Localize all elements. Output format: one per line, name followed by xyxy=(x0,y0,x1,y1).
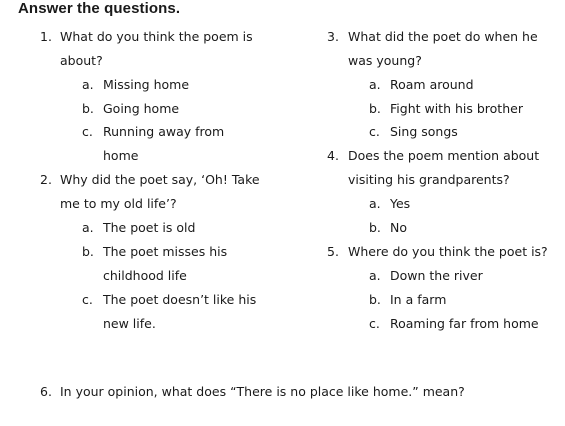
question-4-text-line-2: visiting his grandparents? xyxy=(348,172,510,187)
question-2-option-c-text-line-2: new life. xyxy=(103,316,156,331)
question-1-option-b-text: Going home xyxy=(103,101,180,116)
question-4-option-b-letter: b. xyxy=(369,220,381,235)
worksheet-heading: Answer the questions. xyxy=(18,0,181,17)
question-4-text-line-1: Does the poem mention about xyxy=(348,148,540,163)
question-1-text-line-2: about? xyxy=(60,53,103,68)
question-5-option-b-text: In a farm xyxy=(390,292,447,307)
question-5-option-c-text: Roaming far from home xyxy=(390,316,539,331)
question-2-text-line-1: Why did the poet say, ‘Oh! Take xyxy=(60,172,260,187)
question-5-text-line-1: Where do you think the poet is? xyxy=(348,244,548,259)
question-1-option-c-text-line-2: home xyxy=(103,148,139,163)
question-3-option-c-letter: c. xyxy=(369,124,380,139)
question-4-number: 4. xyxy=(327,148,339,163)
question-1-option-c-letter: c. xyxy=(82,124,93,139)
question-1-option-a-text: Missing home xyxy=(103,77,190,92)
question-3-option-a-text: Roam around xyxy=(390,77,474,92)
question-2-option-b-text-line-1: The poet misses his xyxy=(103,244,228,259)
question-2-option-c-text-line-1: The poet doesn’t like his xyxy=(103,292,257,307)
question-1-option-c-text-line-1: Running away from xyxy=(103,124,225,139)
question-5-option-c-letter: c. xyxy=(369,316,380,331)
question-2-option-a-letter: a. xyxy=(82,220,94,235)
question-3-option-b-text: Fight with his brother xyxy=(390,101,523,116)
question-4-option-a-text: Yes xyxy=(390,196,411,211)
question-3-text-line-1: What did the poet do when he xyxy=(348,29,538,44)
question-6-number: 6. xyxy=(40,384,52,399)
question-2-option-b-text-line-2: childhood life xyxy=(103,268,187,283)
question-3-number: 3. xyxy=(327,29,339,44)
question-5-option-b-letter: b. xyxy=(369,292,381,307)
question-1-number: 1. xyxy=(40,29,52,44)
question-3-text-line-2: was young? xyxy=(348,53,422,68)
question-4-option-a-letter: a. xyxy=(369,196,381,211)
question-1-option-a-letter: a. xyxy=(82,77,94,92)
question-2-number: 2. xyxy=(40,172,52,187)
question-3-option-a-letter: a. xyxy=(369,77,381,92)
question-1-text-line-1: What do you think the poem is xyxy=(60,29,253,44)
question-3-option-b-letter: b. xyxy=(369,101,381,116)
question-4-option-b-text: No xyxy=(390,220,407,235)
question-6-text: In your opinion, what does “There is no place like home.” mean? xyxy=(60,384,465,399)
question-2-option-c-letter: c. xyxy=(82,292,93,307)
question-2-option-a-text: The poet is old xyxy=(103,220,196,235)
question-3-option-c-text: Sing songs xyxy=(390,124,458,139)
question-1-option-b-letter: b. xyxy=(82,101,94,116)
question-2-option-b-letter: b. xyxy=(82,244,94,259)
question-5-option-a-letter: a. xyxy=(369,268,381,283)
question-2-text-line-2: me to my old life’? xyxy=(60,196,177,211)
question-5-number: 5. xyxy=(327,244,339,259)
question-5-option-a-text: Down the river xyxy=(390,268,483,283)
